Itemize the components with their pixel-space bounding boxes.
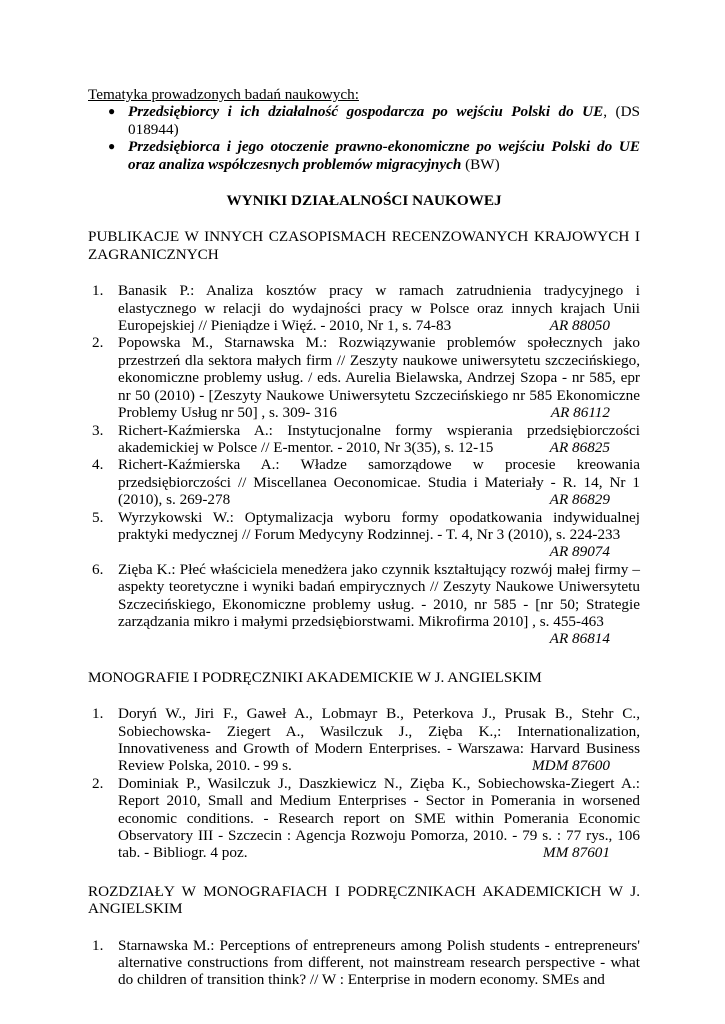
document-page <box>88 86 640 989</box>
publication-signature: AR 86814 <box>549 630 610 648</box>
publication-text: Richert-Kaźmierska A.: Władze samorządowe w procesie kreowania przedsiębiorczości // Miscellanea Oeconomicae. Studia i Materiały - R. 14, Nr 1 (2010), s. 269-278 <box>118 456 640 509</box>
bullet-icon: ● <box>108 139 116 154</box>
publication-text: Dominiak P., Wasilczuk J., Daszkiewicz N., Zięba K., Sobiechowska-Ziegert A.: Report 2010, Small and Medium Enterprises - Sector in Pomerania in worsened economic conditions. - Research report on SME within Pomerania Economic Observatory III - Szczecin : Agencja Rozwoju Pomorza, 2010. - 79 s. : 77 rys., 106 tab. - Bibliogr. 4 poz. <box>118 774 640 862</box>
publication-number: 3. <box>92 421 104 439</box>
publication-number: 1. <box>92 936 104 954</box>
publication-list <box>88 705 640 862</box>
research-topics-list <box>88 103 640 173</box>
publication-text: Banasik P.: Analiza kosztów pracy w ramach zatrudnienia tradycyjnego i elastycznego w relacji do wydajności pracy w Polsce oraz innych krajach Unii Europejskiej // Pieniądze i Więź. - 2010, Nr 1, s. 74-83 <box>118 282 640 335</box>
publication-signature: MM 87601 <box>542 844 610 862</box>
publication-item <box>88 334 640 421</box>
publication-text: Doryń W., Jiri F., Gaweł A., Lobmayr B., Peterkova J., Prusak B., Stehr C., Sobiechowska- Ziegert A., Wasilczuk J., Zięba K.,: Internationalization, Innovativeness and Growth of Modern Enterprises. - Warszawa: Harvard Business Review Polska, 2010. - 99 s. <box>118 705 640 775</box>
publication-item <box>88 705 640 775</box>
publication-list <box>88 282 640 648</box>
publication-number: 2. <box>92 334 104 352</box>
publication-text: Popowska M., Starnawska M.: Rozwiązywanie problemów społecznych jako przestrzeń dla sektora małych firm // Zeszyty naukowe uniwersytetu szczecińskiego, ekonomiczne problemy usług. / eds. Aurelia Bielawska, Andrzej Szopa - nr 585, epr nr 50 (2010) - [Zeszyty Naukowe Uniwersytetu Szczecińskiego nr 585 Ekonomiczne Problemy Usług nr 50] , s. 309- 316 <box>118 334 640 422</box>
research-topic-title: Przedsiębiorcy i ich działalność gospodarcza po wejściu Polski do UE <box>128 103 604 121</box>
publication-number: 4. <box>92 456 104 474</box>
research-topic-item <box>88 103 640 138</box>
publication-signature: AR 86825 <box>549 438 610 456</box>
research-topics-intro: Tematyka prowadzonych badań naukowych: <box>88 86 359 103</box>
publication-signature: AR 88050 <box>549 317 610 335</box>
bullet-icon: ● <box>108 104 116 119</box>
publication-item <box>88 456 640 508</box>
publication-text: Wyrzykowski W.: Optymalizacja wyboru formy opodatkowania indywidualnej praktyki medycznej // Forum Medycyny Rodzinnej. - T. 4, Nr 3 (2010), s. 224-233 <box>118 508 640 543</box>
publication-number: 1. <box>92 282 104 300</box>
research-topic-note: , (DS 018944) <box>128 103 640 138</box>
publication-item <box>88 422 640 457</box>
publication-signature: MDM 87600 <box>531 757 610 775</box>
publication-number: 2. <box>92 774 104 792</box>
publication-text: Richert-Kaźmierska A.: Instytucjonalne formy wspierania przedsiębiorczości akademickiej w Polsce // E-mentor. - 2010, Nr 3(35), s. 12-15 <box>118 421 640 456</box>
publication-item <box>88 561 640 648</box>
publication-number: 1. <box>92 705 104 723</box>
publication-text: Zięba K.: Płeć właściciela menedżera jako czynnik kształtujący rozwój małej firmy – aspekty teoretyczne i wyniki badań empirycznych // Zeszyty Naukowe Uniwersytetu Szczecińskiego, Ekonomiczne problemy usług. - 2010, nr 585 - [nr 50; Strategie zarządzania mikro i małymi przedsiębiorstwami. Mikrofirma 2010] , s. 455-463 <box>118 560 640 630</box>
publication-signature: AR 86112 <box>550 404 610 422</box>
publication-item <box>88 509 640 561</box>
publication-number: 6. <box>92 560 104 578</box>
section-title: MONOGRAFIE I PODRĘCZNIKI AKADEMICKIE W J. ANGIELSKIM <box>88 668 542 686</box>
research-topic-item <box>88 138 640 173</box>
publication-number: 5. <box>92 508 104 526</box>
publication-signature: AR 86829 <box>549 491 610 509</box>
publication-item <box>88 937 640 989</box>
publication-item <box>88 282 640 334</box>
publication-item <box>88 775 640 862</box>
publication-text: Starnawska M.: Perceptions of entrepreneurs among Polish students - entrepreneurs' alternative constructions from different, not mainstream research perspective - what do children of transition think? // W : Enterprise in modern economy. SMEs and <box>118 936 640 989</box>
main-heading: WYNIKI DZIAŁALNOŚCI NAUKOWEJ <box>226 192 502 210</box>
publication-list <box>88 937 640 989</box>
research-topic-note: (BW) <box>461 155 500 173</box>
section-title: PUBLIKACJE W INNYCH CZASOPISMACH RECENZOWANYCH KRAJOWYCH I ZAGRANICZNYCH <box>88 228 640 263</box>
publication-signature: AR 89074 <box>549 543 610 561</box>
research-topic-title: Przedsiębiorca i jego otoczenie prawno-ekonomiczne po wejściu Polski do UE oraz analiza współczesnych problemów migracyjnych <box>128 138 640 173</box>
section-title: ROZDZIAŁY W MONOGRAFIACH I PODRĘCZNIKACH AKADEMICKICH W J. ANGIELSKIM <box>88 882 640 918</box>
